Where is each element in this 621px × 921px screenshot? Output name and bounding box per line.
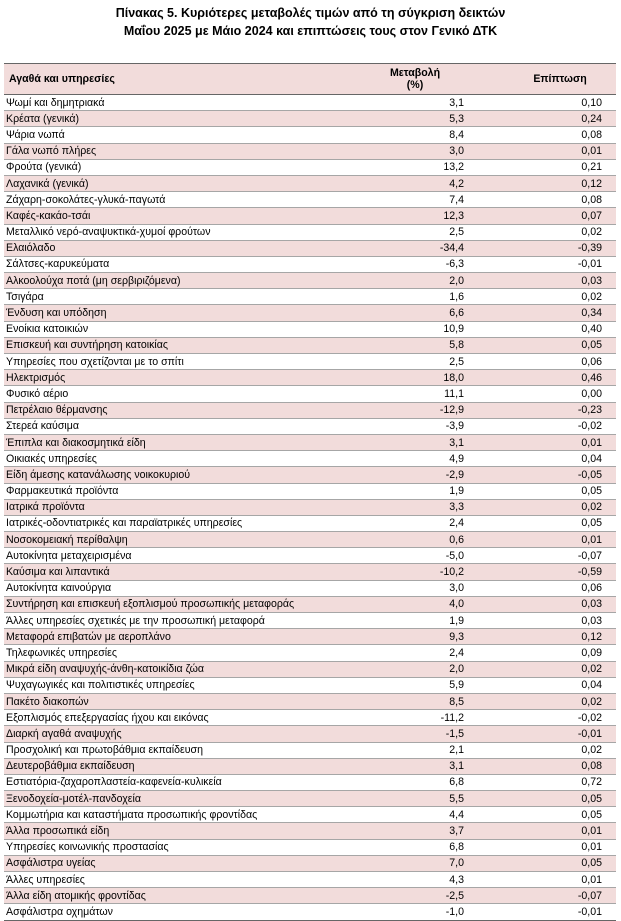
row-impact-cell: 0,06 <box>504 580 616 596</box>
row-impact-cell: 0,12 <box>504 629 616 645</box>
table-row <box>4 758 616 774</box>
row-name-cell: Εξοπλισμός επεξεργασίας ήχου και εικόνας <box>4 710 364 726</box>
row-change-cell: 4,9 <box>364 451 504 467</box>
table-row <box>4 742 616 758</box>
row-change-cell: -5,0 <box>364 548 504 564</box>
table-row <box>4 192 616 208</box>
row-name-cell: Ασφάλιστρα οχημάτων <box>4 904 364 920</box>
row-impact-cell: 0,01 <box>504 872 616 888</box>
row-change-cell: 13,2 <box>364 159 504 175</box>
row-impact-cell: 0,05 <box>504 337 616 353</box>
row-name-cell: Κομμωτήρια και καταστήματα προσωπικής φροντίδας <box>4 807 364 823</box>
row-name-cell: Ηλεκτρισμός <box>4 370 364 386</box>
row-name-cell: Ιατρικά προϊόντα <box>4 499 364 515</box>
row-change-cell: 7,0 <box>364 855 504 871</box>
table-body <box>4 95 616 921</box>
row-name-cell: Άλλες υπηρεσίες <box>4 872 364 888</box>
row-name-cell: Πακέτο διακοπών <box>4 693 364 709</box>
row-name-cell: Τσιγάρα <box>4 289 364 305</box>
row-impact-cell: -0,01 <box>504 726 616 742</box>
row-change-cell: 3,1 <box>364 95 504 111</box>
row-name-cell: Φυσικό αέριο <box>4 386 364 402</box>
row-change-cell: 5,5 <box>364 791 504 807</box>
row-impact-cell: 0,05 <box>504 807 616 823</box>
row-change-cell: -34,4 <box>364 240 504 256</box>
row-impact-cell: -0,02 <box>504 418 616 434</box>
row-impact-cell: -0,01 <box>504 256 616 272</box>
row-change-cell: 4,4 <box>364 807 504 823</box>
caption-line-1: Πίνακας 5. Κυριότερες μεταβολές τιμών από τη σύγκριση δεικτών <box>115 6 506 20</box>
row-change-cell: 5,3 <box>364 111 504 127</box>
row-name-cell: Υπηρεσίες που σχετίζονται με το σπίτι <box>4 354 364 370</box>
row-name-cell: Ζάχαρη-σοκολάτες-γλυκά-παγωτά <box>4 192 364 208</box>
row-change-cell: 6,8 <box>364 839 504 855</box>
row-change-cell: -1,0 <box>364 904 504 920</box>
row-change-cell: -3,9 <box>364 418 504 434</box>
table-row <box>4 693 616 709</box>
row-change-cell: 1,6 <box>364 289 504 305</box>
row-impact-cell: 0,02 <box>504 742 616 758</box>
table-row <box>4 208 616 224</box>
row-name-cell: Ιατρικές-οδοντιατρικές και παραϊατρικές υπηρεσίες <box>4 515 364 531</box>
table-row <box>4 305 616 321</box>
row-name-cell: Συντήρηση και επισκευή εξοπλισμού προσωπικής μεταφοράς <box>4 596 364 612</box>
row-impact-cell: -0,02 <box>504 710 616 726</box>
row-impact-cell: 0,09 <box>504 645 616 661</box>
row-name-cell: Στερεά καύσιμα <box>4 418 364 434</box>
row-impact-cell: 0,03 <box>504 596 616 612</box>
row-impact-cell: 0,46 <box>504 370 616 386</box>
row-impact-cell: 0,05 <box>504 515 616 531</box>
table-row <box>4 791 616 807</box>
row-change-cell: 9,3 <box>364 629 504 645</box>
row-change-cell: -12,9 <box>364 402 504 418</box>
row-change-cell: 1,9 <box>364 613 504 629</box>
row-change-cell: 7,4 <box>364 192 504 208</box>
table-row <box>4 451 616 467</box>
table-row <box>4 321 616 337</box>
row-name-cell: Ελαιόλαδο <box>4 240 364 256</box>
caption-line-2: Μαΐου 2025 με Μάιο 2024 και επιπτώσεις τους στον Γενικό ΔΤΚ <box>123 24 498 38</box>
row-name-cell: Αυτοκίνητα μεταχειρισμένα <box>4 548 364 564</box>
row-change-cell: -10,2 <box>364 564 504 580</box>
row-name-cell: Νοσοκομειακή περίθαλψη <box>4 532 364 548</box>
row-impact-cell: 0,02 <box>504 289 616 305</box>
row-name-cell: Καφές-κακάο-τσάι <box>4 208 364 224</box>
row-impact-cell: 0,02 <box>504 661 616 677</box>
row-name-cell: Μεταλλικό νερό-αναψυκτικά-χυμοί φρούτων <box>4 224 364 240</box>
row-impact-cell: 0,24 <box>504 111 616 127</box>
row-change-cell: 5,8 <box>364 337 504 353</box>
row-impact-cell: 0,04 <box>504 451 616 467</box>
row-change-cell: 6,8 <box>364 774 504 790</box>
row-change-cell: 2,0 <box>364 661 504 677</box>
row-impact-cell: 0,08 <box>504 192 616 208</box>
table-row <box>4 532 616 548</box>
row-name-cell: Ψάρια νωπά <box>4 127 364 143</box>
table-row <box>4 467 616 483</box>
price-change-table <box>4 63 616 921</box>
row-change-cell: 3,1 <box>364 758 504 774</box>
row-name-cell: Φαρμακευτικά προϊόντα <box>4 483 364 499</box>
row-name-cell: Οικιακές υπηρεσίες <box>4 451 364 467</box>
row-impact-cell: 0,08 <box>504 758 616 774</box>
row-name-cell: Άλλα είδη ατομικής φροντίδας <box>4 888 364 904</box>
table-row <box>4 95 616 111</box>
row-impact-cell: -0,07 <box>504 888 616 904</box>
table-row <box>4 888 616 904</box>
row-name-cell: Σάλτσες-καρυκεύματα <box>4 256 364 272</box>
row-change-cell: 2,5 <box>364 354 504 370</box>
row-name-cell: Φρούτα (γενικά) <box>4 159 364 175</box>
row-impact-cell: 0,05 <box>504 855 616 871</box>
row-change-cell: 3,3 <box>364 499 504 515</box>
row-change-cell: -2,9 <box>364 467 504 483</box>
row-impact-cell: 0,07 <box>504 208 616 224</box>
table-row <box>4 823 616 839</box>
row-name-cell: Ασφάλιστρα υγείας <box>4 855 364 871</box>
table-row <box>4 839 616 855</box>
row-name-cell: Άλλες υπηρεσίες σχετικές με την προσωπική μεταφορά <box>4 613 364 629</box>
table-row <box>4 159 616 175</box>
row-change-cell: 12,3 <box>364 208 504 224</box>
row-impact-cell: -0,39 <box>504 240 616 256</box>
row-change-cell: 2,5 <box>364 224 504 240</box>
table-row <box>4 855 616 871</box>
table-row <box>4 726 616 742</box>
row-name-cell: Εστιατόρια-ζαχαροπλαστεία-καφενεία-κυλικεία <box>4 774 364 790</box>
row-impact-cell: 0,05 <box>504 791 616 807</box>
row-impact-cell: 0,01 <box>504 434 616 450</box>
row-change-cell: 10,9 <box>364 321 504 337</box>
row-change-cell: 0,6 <box>364 532 504 548</box>
row-impact-cell: 0,01 <box>504 823 616 839</box>
table-row <box>4 386 616 402</box>
table-row <box>4 515 616 531</box>
row-impact-cell: 0,05 <box>504 483 616 499</box>
row-change-cell: 3,7 <box>364 823 504 839</box>
row-change-cell: 2,4 <box>364 645 504 661</box>
row-impact-cell: 0,34 <box>504 305 616 321</box>
table-row <box>4 127 616 143</box>
row-name-cell: Τηλεφωνικές υπηρεσίες <box>4 645 364 661</box>
row-change-cell: 2,1 <box>364 742 504 758</box>
row-name-cell: Είδη άμεσης κατανάλωσης νοικοκυριού <box>4 467 364 483</box>
row-name-cell: Ψυχαγωγικές και πολιτιστικές υπηρεσίες <box>4 677 364 693</box>
row-name-cell: Αυτοκίνητα καινούργια <box>4 580 364 596</box>
row-impact-cell: -0,05 <box>504 467 616 483</box>
table-row <box>4 499 616 515</box>
row-name-cell: Επισκευή και συντήρηση κατοικίας <box>4 337 364 353</box>
header-change <box>364 64 504 95</box>
row-change-cell: 11,1 <box>364 386 504 402</box>
row-change-cell: 4,0 <box>364 596 504 612</box>
table-row <box>4 175 616 191</box>
row-change-cell: 1,9 <box>364 483 504 499</box>
row-name-cell: Αλκοολούχα ποτά (μη σερβιριζόμενα) <box>4 273 364 289</box>
table-row <box>4 224 616 240</box>
row-impact-cell: 0,02 <box>504 224 616 240</box>
row-impact-cell: 0,12 <box>504 175 616 191</box>
table-row <box>4 613 616 629</box>
row-impact-cell: 0,02 <box>504 693 616 709</box>
table-row <box>4 418 616 434</box>
row-change-cell: 18,0 <box>364 370 504 386</box>
row-name-cell: Προσχολική και πρωτοβάθμια εκπαίδευση <box>4 742 364 758</box>
row-impact-cell: 0,10 <box>504 95 616 111</box>
row-change-cell: 3,0 <box>364 580 504 596</box>
row-change-cell: 5,9 <box>364 677 504 693</box>
table-row <box>4 710 616 726</box>
header-item: Αγαθά και υπηρεσίες <box>4 64 364 95</box>
row-name-cell: Καύσιμα και λιπαντικά <box>4 564 364 580</box>
table-caption <box>0 0 621 46</box>
table-row <box>4 548 616 564</box>
table-row <box>4 289 616 305</box>
table-row <box>4 111 616 127</box>
row-change-cell: -6,3 <box>364 256 504 272</box>
table-row <box>4 677 616 693</box>
table-row <box>4 872 616 888</box>
header-row <box>4 64 616 95</box>
row-name-cell: Υπηρεσίες κοινωνικής προστασίας <box>4 839 364 855</box>
row-name-cell: Μεταφορά επιβατών με αεροπλάνο <box>4 629 364 645</box>
row-impact-cell: 0,21 <box>504 159 616 175</box>
row-change-cell: 2,0 <box>364 273 504 289</box>
table-row <box>4 564 616 580</box>
row-name-cell: Ψωμί και δημητριακά <box>4 95 364 111</box>
row-impact-cell: -0,59 <box>504 564 616 580</box>
row-name-cell: Ενοίκια κατοικιών <box>4 321 364 337</box>
row-impact-cell: 0,01 <box>504 839 616 855</box>
row-change-cell: 8,5 <box>364 693 504 709</box>
table-row <box>4 580 616 596</box>
row-change-cell: -2,5 <box>364 888 504 904</box>
row-impact-cell: 0,00 <box>504 386 616 402</box>
row-change-cell: 4,3 <box>364 872 504 888</box>
table-row <box>4 774 616 790</box>
row-impact-cell: 0,04 <box>504 677 616 693</box>
table-row <box>4 483 616 499</box>
row-impact-cell: 0,06 <box>504 354 616 370</box>
table-row <box>4 273 616 289</box>
row-impact-cell: -0,07 <box>504 548 616 564</box>
table-row <box>4 240 616 256</box>
table-row <box>4 904 616 920</box>
row-name-cell: Ξενοδοχεία-μοτέλ-πανδοχεία <box>4 791 364 807</box>
row-change-cell: 8,4 <box>364 127 504 143</box>
row-change-cell: 6,6 <box>364 305 504 321</box>
row-impact-cell: 0,02 <box>504 499 616 515</box>
table-row <box>4 370 616 386</box>
table-row <box>4 354 616 370</box>
row-change-cell: -1,5 <box>364 726 504 742</box>
row-impact-cell: 0,03 <box>504 613 616 629</box>
row-name-cell: Άλλα προσωπικά είδη <box>4 823 364 839</box>
table-row <box>4 629 616 645</box>
table-row <box>4 645 616 661</box>
header-change-label: Μεταβολή <box>389 67 441 79</box>
table-header <box>4 64 616 95</box>
row-impact-cell: 0,03 <box>504 273 616 289</box>
table-row <box>4 143 616 159</box>
row-name-cell: Μικρά είδη αναψυχής-άνθη-κατοικίδια ζώα <box>4 661 364 677</box>
row-change-cell: 4,2 <box>364 175 504 191</box>
row-name-cell: Κρέατα (γενικά) <box>4 111 364 127</box>
row-name-cell: Διαρκή αγαθά αναψυχής <box>4 726 364 742</box>
table-row <box>4 807 616 823</box>
header-impact: Επίπτωση <box>504 64 616 95</box>
table-row <box>4 661 616 677</box>
row-impact-cell: 0,08 <box>504 127 616 143</box>
table-row <box>4 596 616 612</box>
row-name-cell: Πετρέλαιο θέρμανσης <box>4 402 364 418</box>
table-row <box>4 402 616 418</box>
row-name-cell: Ένδυση και υπόδηση <box>4 305 364 321</box>
row-name-cell: Έπιπλα και διακοσμητικά είδη <box>4 434 364 450</box>
table-row <box>4 434 616 450</box>
row-impact-cell: -0,01 <box>504 904 616 920</box>
row-change-cell: 2,4 <box>364 515 504 531</box>
row-change-cell: 3,0 <box>364 143 504 159</box>
row-change-cell: 3,1 <box>364 434 504 450</box>
row-impact-cell: 0,40 <box>504 321 616 337</box>
row-impact-cell: 0,01 <box>504 143 616 159</box>
table-row <box>4 337 616 353</box>
row-name-cell: Γάλα νωπό πλήρες <box>4 143 364 159</box>
row-impact-cell: 0,72 <box>504 774 616 790</box>
table-row <box>4 256 616 272</box>
row-name-cell: Λαχανικά (γενικά) <box>4 175 364 191</box>
row-impact-cell: 0,01 <box>504 532 616 548</box>
row-impact-cell: -0,23 <box>504 402 616 418</box>
header-change-unit: (%) <box>406 79 424 91</box>
row-name-cell: Δευτεροβάθμια εκπαίδευση <box>4 758 364 774</box>
row-change-cell: -11,2 <box>364 710 504 726</box>
